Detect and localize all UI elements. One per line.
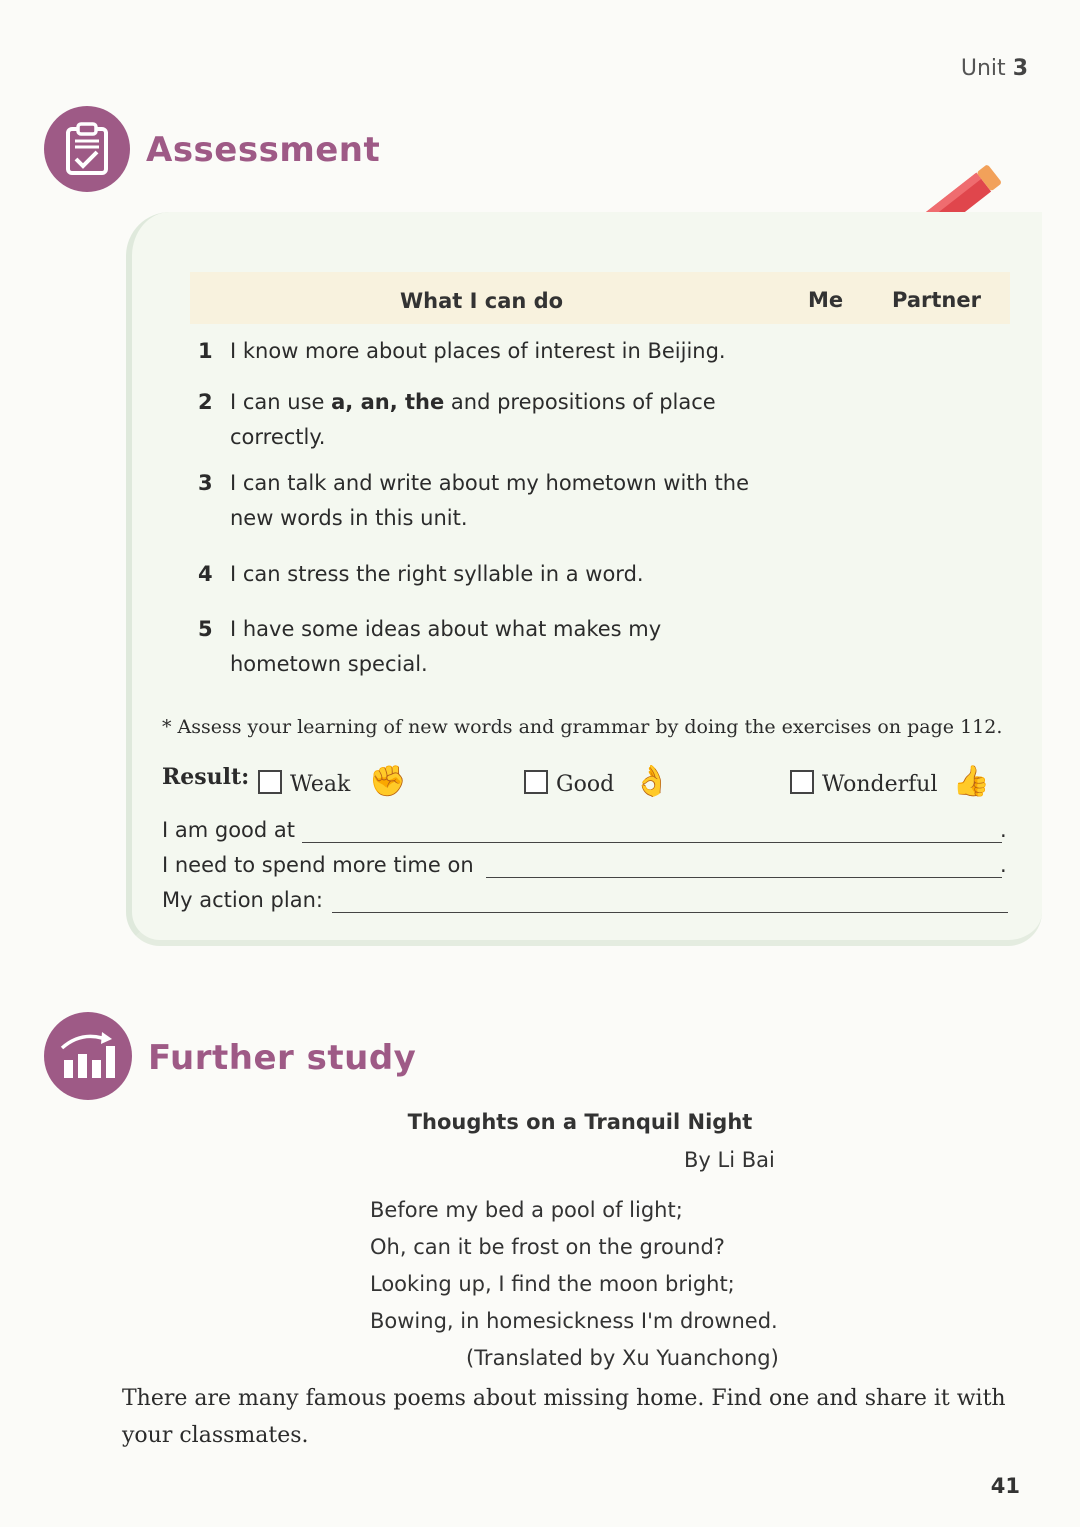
list-item: 4 I can stress the right syllable in a word. [198, 562, 644, 586]
good-checkbox[interactable] [524, 770, 548, 794]
further-study-task: There are many famous poems about missing home. Find one and share it with your classmates. [122, 1386, 1006, 1448]
poem-line: Before my bed a pool of light; [370, 1198, 683, 1222]
thumbs-up-icon: 👍 [952, 764, 990, 799]
action-plan-field[interactable] [332, 912, 1008, 913]
bar-chart-icon [44, 1012, 132, 1100]
poem-author: By Li Bai [684, 1148, 775, 1172]
unit-number: 3 [1012, 56, 1028, 81]
poem-translator: (Translated by Xu Yuanchong) [466, 1346, 779, 1370]
more-time-field[interactable] [486, 877, 1002, 878]
action-plan-label: My action plan: [162, 888, 323, 912]
assessment-note: * Assess your learning of new words and grammar by doing the exercises on page 112. [162, 716, 1003, 738]
more-time-label: I need to spend more time on [162, 853, 474, 877]
assessment-title: Assessment [146, 130, 381, 170]
good-at-label: I am good at [162, 818, 296, 842]
poem-line: Looking up, I find the moon bright; [370, 1272, 735, 1296]
result-option-wonderful[interactable]: Wonderful 👍 [790, 764, 990, 799]
result-option-weak[interactable]: Weak ✊ [258, 764, 407, 799]
clipboard-check-icon [44, 106, 130, 192]
col-what-i-can-do: What I can do [400, 289, 564, 313]
period-mark: . [1000, 853, 1007, 877]
list-item: 2 I can use a, an, the and prepositions of place correctly. [198, 390, 716, 449]
list-item: 1 I know more about places of interest in Beijing. [198, 339, 726, 363]
good-at-field[interactable] [302, 842, 1002, 843]
list-item: 3 I can talk and write about my hometown with the new words in this unit. [198, 471, 749, 530]
wonderful-checkbox[interactable] [790, 770, 814, 794]
list-item: 5 I have some ideas about what makes my hometown special. [198, 617, 662, 676]
poem-line: Bowing, in homesickness I'm drowned. [370, 1309, 778, 1333]
fist-icon: ✊ [369, 764, 407, 799]
unit-label: Unit 3 [960, 56, 1028, 81]
poem-line: Oh, can it be frost on the ground? [370, 1235, 725, 1259]
col-me: Me [808, 288, 844, 312]
period-mark: . [1000, 818, 1007, 842]
further-study-title: Further study [148, 1038, 417, 1078]
result-label: Result: [162, 764, 250, 790]
weak-checkbox[interactable] [258, 770, 282, 794]
col-partner: Partner [892, 288, 981, 312]
ok-hand-icon: 👌 [633, 764, 671, 799]
table-header-band [190, 272, 1010, 324]
page-number: 41 [990, 1474, 1020, 1498]
poem-title: Thoughts on a Tranquil Night [407, 1110, 753, 1134]
result-option-good[interactable]: Good 👌 [524, 764, 671, 799]
